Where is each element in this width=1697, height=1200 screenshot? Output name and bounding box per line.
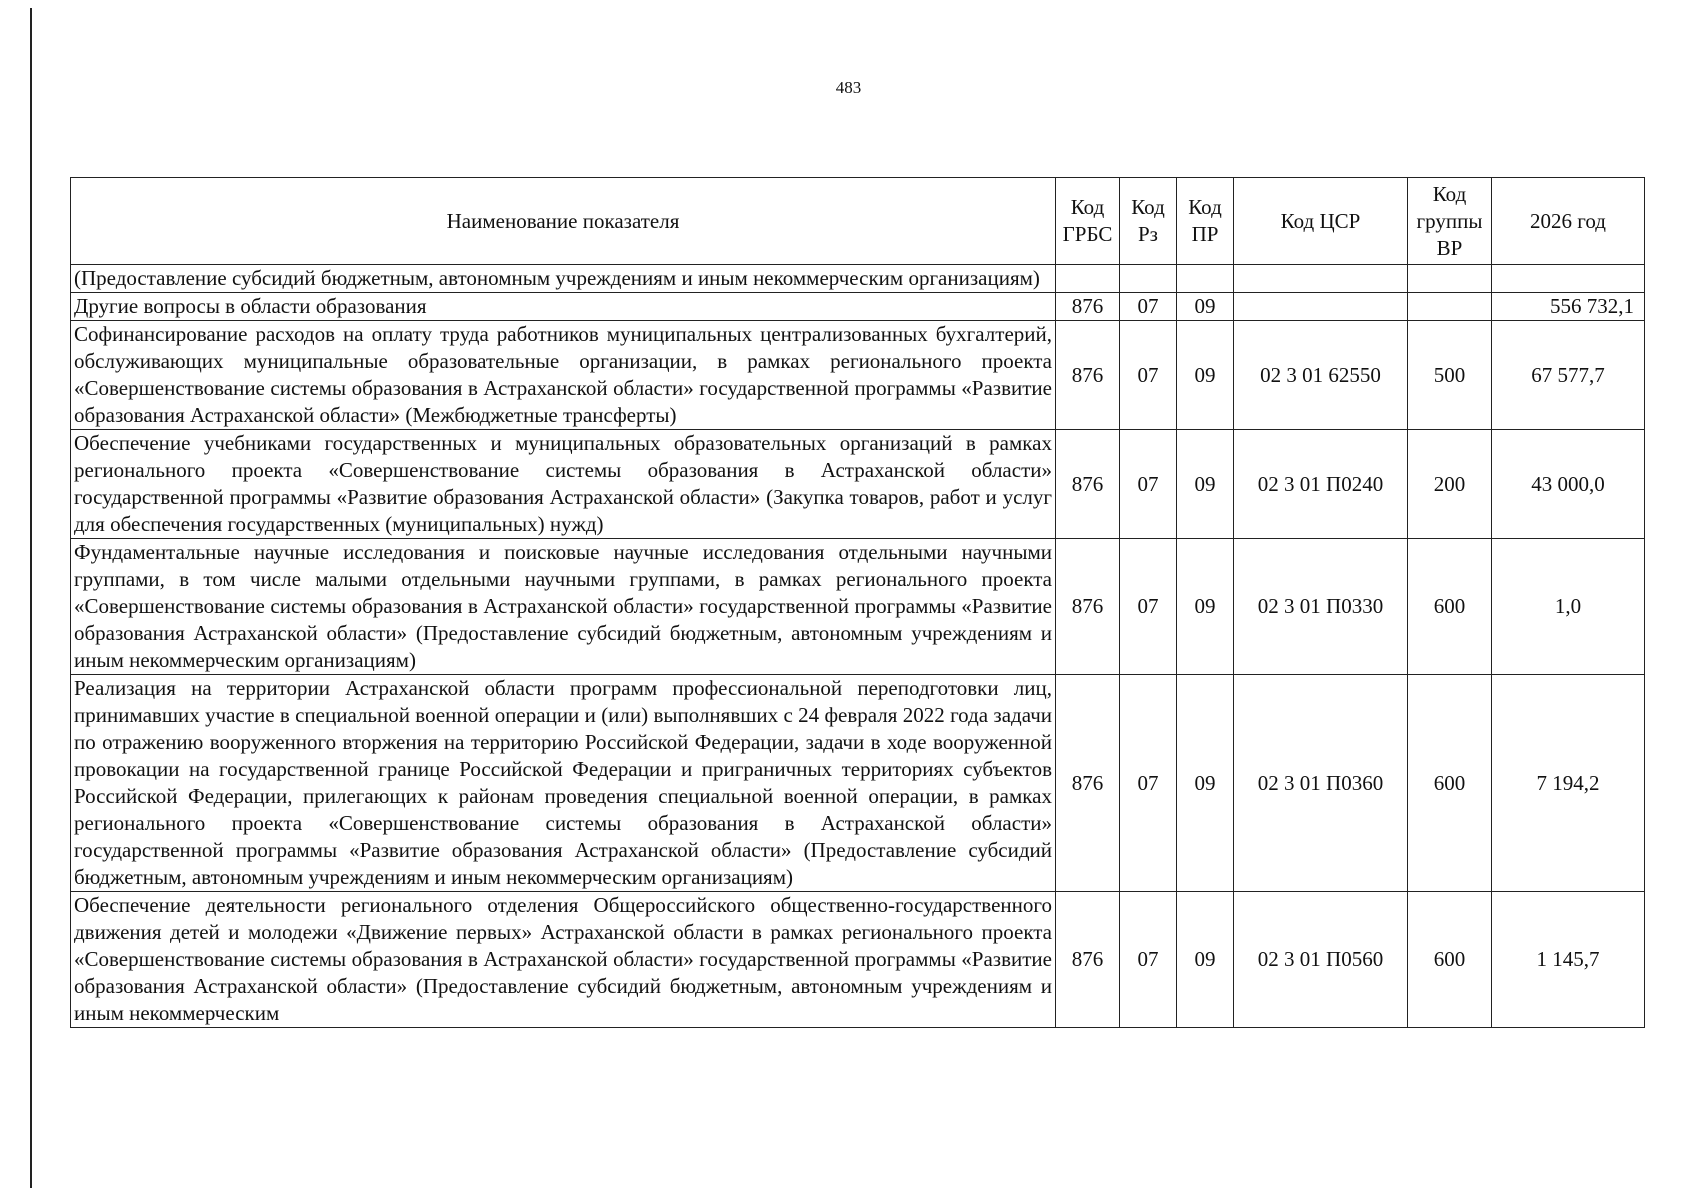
- table-row: [71, 892, 1645, 1028]
- row-vr: [1408, 293, 1492, 321]
- row-csr: 02 3 01 62550: [1234, 321, 1408, 430]
- row-amount: 67 577,7: [1492, 321, 1645, 430]
- table-row: [71, 539, 1645, 675]
- header-name: Наименование показателя: [71, 178, 1056, 265]
- row-pr: 09: [1177, 675, 1234, 892]
- row-csr: 02 3 01 П0360: [1234, 675, 1408, 892]
- row-csr: 02 3 01 П0330: [1234, 539, 1408, 675]
- row-name: Реализация на территории Астраханской области программ профессиональной переподготовки лиц, принимавших участие в специальной военной операции и (или) выполнявших с 24 февраля 2022 года задачи по отражению вооруженного вторжения на территорию Российской Федерации, задачи в ходе вооруженной провокации на государственной границе Российской Федерации и приграничных территориях субъектов Российской Федерации, прилегающих к районам проведения специальной военной операции, в рамках регионального проекта «Совершенствование системы образования в Астраханской области» государственной программы «Развитие образования Астраханской области» (Предоставление субсидий бюджетным, автономным учреждениям и иным некоммерческим организациям): [71, 675, 1056, 892]
- row-vr: [1408, 265, 1492, 293]
- row-amount: 43 000,0: [1492, 430, 1645, 539]
- table-row: [71, 265, 1645, 293]
- row-name: Фундаментальные научные исследования и поисковые научные исследования отдельными научными группами, в том числе малыми отдельными научными группами, в рамках регионального проекта «Совершенствование системы образования в Астраханской области» государственной программы «Развитие образования Астраханской области» (Предоставление субсидий бюджетным, автономным учреждениям и иным некоммерческим организациям): [71, 539, 1056, 675]
- page-number: 483: [835, 78, 862, 97]
- row-vr: 200: [1408, 430, 1492, 539]
- row-pr: 09: [1177, 430, 1234, 539]
- budget-table: [70, 177, 1645, 1028]
- row-name: Обеспечение учебниками государственных и муниципальных образовательных организаций в рамках регионального проекта «Совершенствование системы образования в Астраханской области» государственной программы «Развитие образования Астраханской области» (Закупка товаров, работ и услуг для обеспечения государственных (муниципальных) нужд): [71, 430, 1056, 539]
- row-grbs: 876: [1056, 293, 1120, 321]
- row-vr: 600: [1408, 539, 1492, 675]
- header-vr: Код группы ВР: [1408, 178, 1492, 265]
- row-name: Софинансирование расходов на оплату труда работников муниципальных централизованных бухгалтерий, обслуживающих муниципальные образовательные организации, в рамках регионального проекта «Совершенствование системы образования в Астраханской области» государственной программы «Развитие образования Астраханской области» (Межбюджетные трансферты): [71, 321, 1056, 430]
- table-row: [71, 675, 1645, 892]
- row-vr: 600: [1408, 675, 1492, 892]
- row-vr: 500: [1408, 321, 1492, 430]
- row-rz: 07: [1120, 539, 1177, 675]
- row-pr: 09: [1177, 321, 1234, 430]
- row-amount: 7 194,2: [1492, 675, 1645, 892]
- row-pr: 09: [1177, 892, 1234, 1028]
- header-grbs: Код ГРБС: [1056, 178, 1120, 265]
- row-grbs: 876: [1056, 539, 1120, 675]
- row-rz: 07: [1120, 430, 1177, 539]
- header-year: 2026 год: [1492, 178, 1645, 265]
- row-rz: 07: [1120, 293, 1177, 321]
- row-pr: 09: [1177, 539, 1234, 675]
- row-name: Обеспечение деятельности регионального отделения Общероссийского общественно-государственного движения детей и молодежи «Движение первых» Астраханской области в рамках регионального проекта «Совершенствование системы образования в Астраханской области» государственной программы «Развитие образования Астраханской области» (Предоставление субсидий бюджетным, автономным учреждениям и иным некоммерческим: [71, 892, 1056, 1028]
- header-rz: Код Рз: [1120, 178, 1177, 265]
- table-row: [71, 321, 1645, 430]
- row-grbs: [1056, 265, 1120, 293]
- table-row: [71, 293, 1645, 321]
- row-amount: 556 732,1: [1492, 293, 1645, 321]
- row-name: Другие вопросы в области образования: [71, 293, 1056, 321]
- row-grbs: 876: [1056, 430, 1120, 539]
- header-csr: Код ЦСР: [1234, 178, 1408, 265]
- row-rz: 07: [1120, 892, 1177, 1028]
- scan-edge-line: [30, 8, 32, 1188]
- row-csr: 02 3 01 П0560: [1234, 892, 1408, 1028]
- header-pr: Код ПР: [1177, 178, 1234, 265]
- table-row: [71, 430, 1645, 539]
- row-rz: 07: [1120, 321, 1177, 430]
- row-csr: [1234, 265, 1408, 293]
- row-rz: 07: [1120, 675, 1177, 892]
- row-pr: 09: [1177, 293, 1234, 321]
- table-header-row: [71, 178, 1645, 265]
- row-amount: 1,0: [1492, 539, 1645, 675]
- row-name: (Предоставление субсидий бюджетным, автономным учреждениям и иным некоммерческим организациям): [71, 265, 1056, 293]
- row-grbs: 876: [1056, 321, 1120, 430]
- row-amount: [1492, 265, 1645, 293]
- row-rz: [1120, 265, 1177, 293]
- row-vr: 600: [1408, 892, 1492, 1028]
- row-csr: 02 3 01 П0240: [1234, 430, 1408, 539]
- row-grbs: 876: [1056, 675, 1120, 892]
- row-grbs: 876: [1056, 892, 1120, 1028]
- row-amount: 1 145,7: [1492, 892, 1645, 1028]
- row-csr: [1234, 293, 1408, 321]
- row-pr: [1177, 265, 1234, 293]
